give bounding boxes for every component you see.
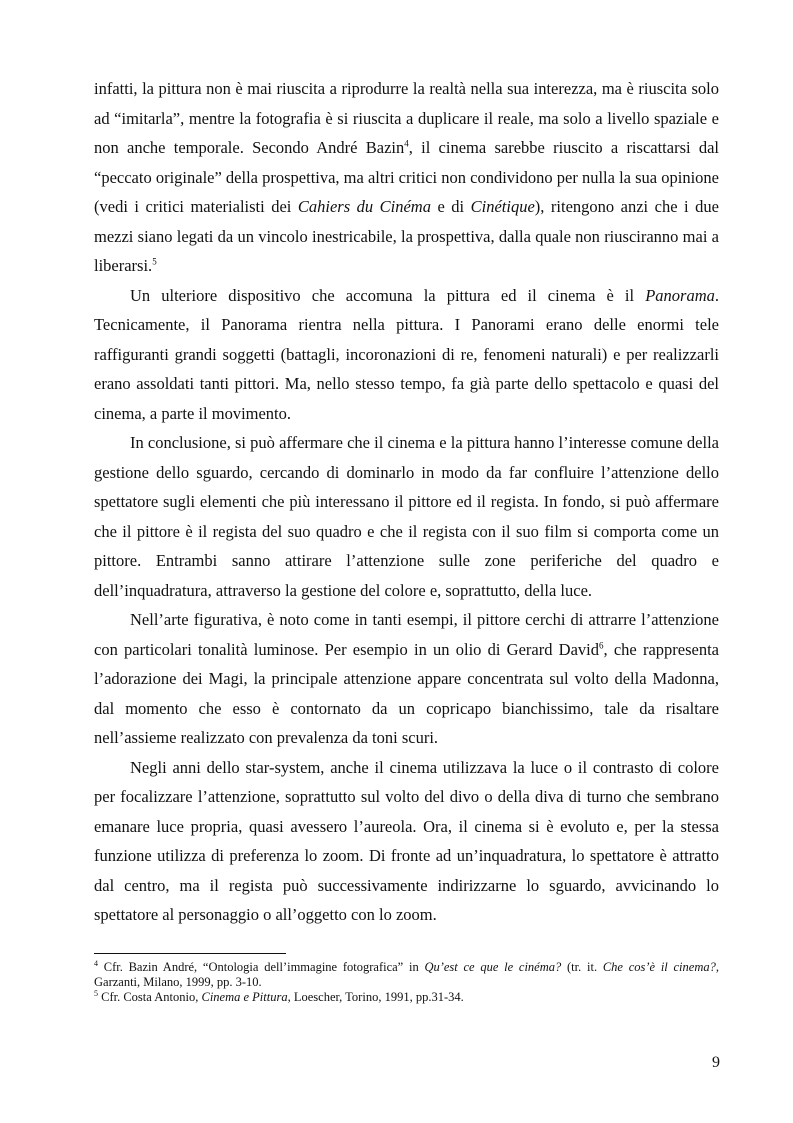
- footnote-marker: 5: [94, 988, 98, 998]
- text-run: , Loescher, Torino, 1991, pp.31-34.: [287, 990, 464, 1004]
- text-run: infatti, la pittura non è mai riuscita a riprodurre la realtà nella sua interezza, ma è riuscita solo ad “imitarla”, mentre la fotografia è si riuscita a duplicare il reale, ma solo a livello spaziale e non anche temporale. Secondo André Bazin: [94, 79, 719, 157]
- footnote-marker: 5: [152, 256, 157, 267]
- text-run: ), ritengono anzi che i due mezzi siano legati da un vincolo inestricabile, la prospettiva, dalla quale non riusciranno mai a liberarsi.: [94, 197, 719, 275]
- paragraph: [94, 605, 719, 753]
- italic-text: Qu’est ce que le cinéma?: [424, 960, 562, 974]
- paragraph: [94, 74, 719, 281]
- footnotes: [94, 960, 719, 1005]
- paragraph: [94, 753, 719, 930]
- italic-text: Che cos’è il cinema?: [602, 960, 716, 974]
- paragraph: [94, 428, 719, 605]
- text-run: In conclusione, si può affermare che il cinema e la pittura hanno l’interesse comune della gestione dello sguardo, cercando di dominarlo in modo da far confluire l’attenzione dello spettatore sugli elementi che più interessano il pittore ed il regista. In fondo, si può affermare che il pittore è il regista del suo quadro e che il regista con il suo film si comporta come un pittore. Entrambi sanno attirare l’attenzione sulle zone periferiche del quadro e dell’inquadratura, attraverso la gestione del colore e, soprattutto, della luce.: [94, 433, 719, 600]
- text-run: e di: [430, 197, 471, 216]
- italic-text: Cinétique: [470, 197, 535, 216]
- text-run: , il cinema sarebbe riuscito a riscattarsi dal “peccato originale” della prospettiva, ma altri critici non condividono per nulla la sua opinione (vedi i critici materialisti dei: [94, 138, 719, 216]
- paragraph: [94, 281, 719, 429]
- text-run: (tr. it.: [561, 960, 603, 974]
- body-text: [94, 74, 719, 930]
- text-run: Cfr. Costa Antonio,: [98, 990, 202, 1004]
- text-run: . Tecnicamente, il Panorama rientra nella pittura. I Panorami erano delle enormi tele raffiguranti grandi soggetti (battagli, incoronazioni di re, fenomeni naturali) e per realizzarli erano assoldati tanti pittori. Ma, nello stesso tempo, fa già parte dello spettacolo e quasi del cinema, a parte il movimento.: [94, 285, 719, 423]
- text-run: , Garzanti, Milano, 1999, pp. 3-10.: [94, 960, 719, 989]
- text-run: Un ulteriore dispositivo che accomuna la pittura ed il cinema è il: [130, 285, 646, 305]
- footnote: [94, 990, 719, 1005]
- text-run: Cfr. Bazin André, “Ontologia dell’immagine fotografica” in: [98, 960, 425, 974]
- italic-text: Panorama: [645, 285, 715, 305]
- page-number: 9: [712, 1054, 720, 1071]
- footnote-marker: 6: [599, 640, 604, 650]
- footnote: [94, 960, 719, 990]
- text-run: Nell’arte figurativa, è noto come in tanti esempi, il pittore cerchi di attrarre l’attenzione con particolari tonalità luminose. Per esempio in un olio di Gerard David: [94, 610, 719, 659]
- italic-text: Cinema e Pittura: [201, 990, 288, 1004]
- text-run: Negli anni dello star-system, anche il cinema utilizzava la luce o il contrasto di colore per focalizzare l’attenzione, soprattutto sul volto del divo o della diva di turno che sembrano emanare luce propria, quasi avessero l’aureola. Ora, il cinema si è evoluto e, per la stessa funzione utilizza di preferenza lo zoom. Di fronte ad un’inquadratura, lo spettatore è attratto dal centro, ma il regista può successivamente indirizzarne lo sguardo, avvicinando lo spettatore al personaggio o all’oggetto con lo zoom.: [94, 757, 719, 924]
- footnote-marker: 4: [94, 958, 98, 968]
- italic-text: Cahiers du Cinéma: [297, 197, 431, 216]
- footnote-marker: 4: [404, 138, 409, 149]
- text-run: , che rappresenta l’adorazione dei Magi, la principale attenzione appare concentrata sul volto della Madonna, dal momento che esso è contornato da un copricapo bianchissimo, tale da risaltare nell’assieme realizzato con prevalenza da toni scuri.: [94, 639, 720, 747]
- footnote-separator: [94, 953, 286, 954]
